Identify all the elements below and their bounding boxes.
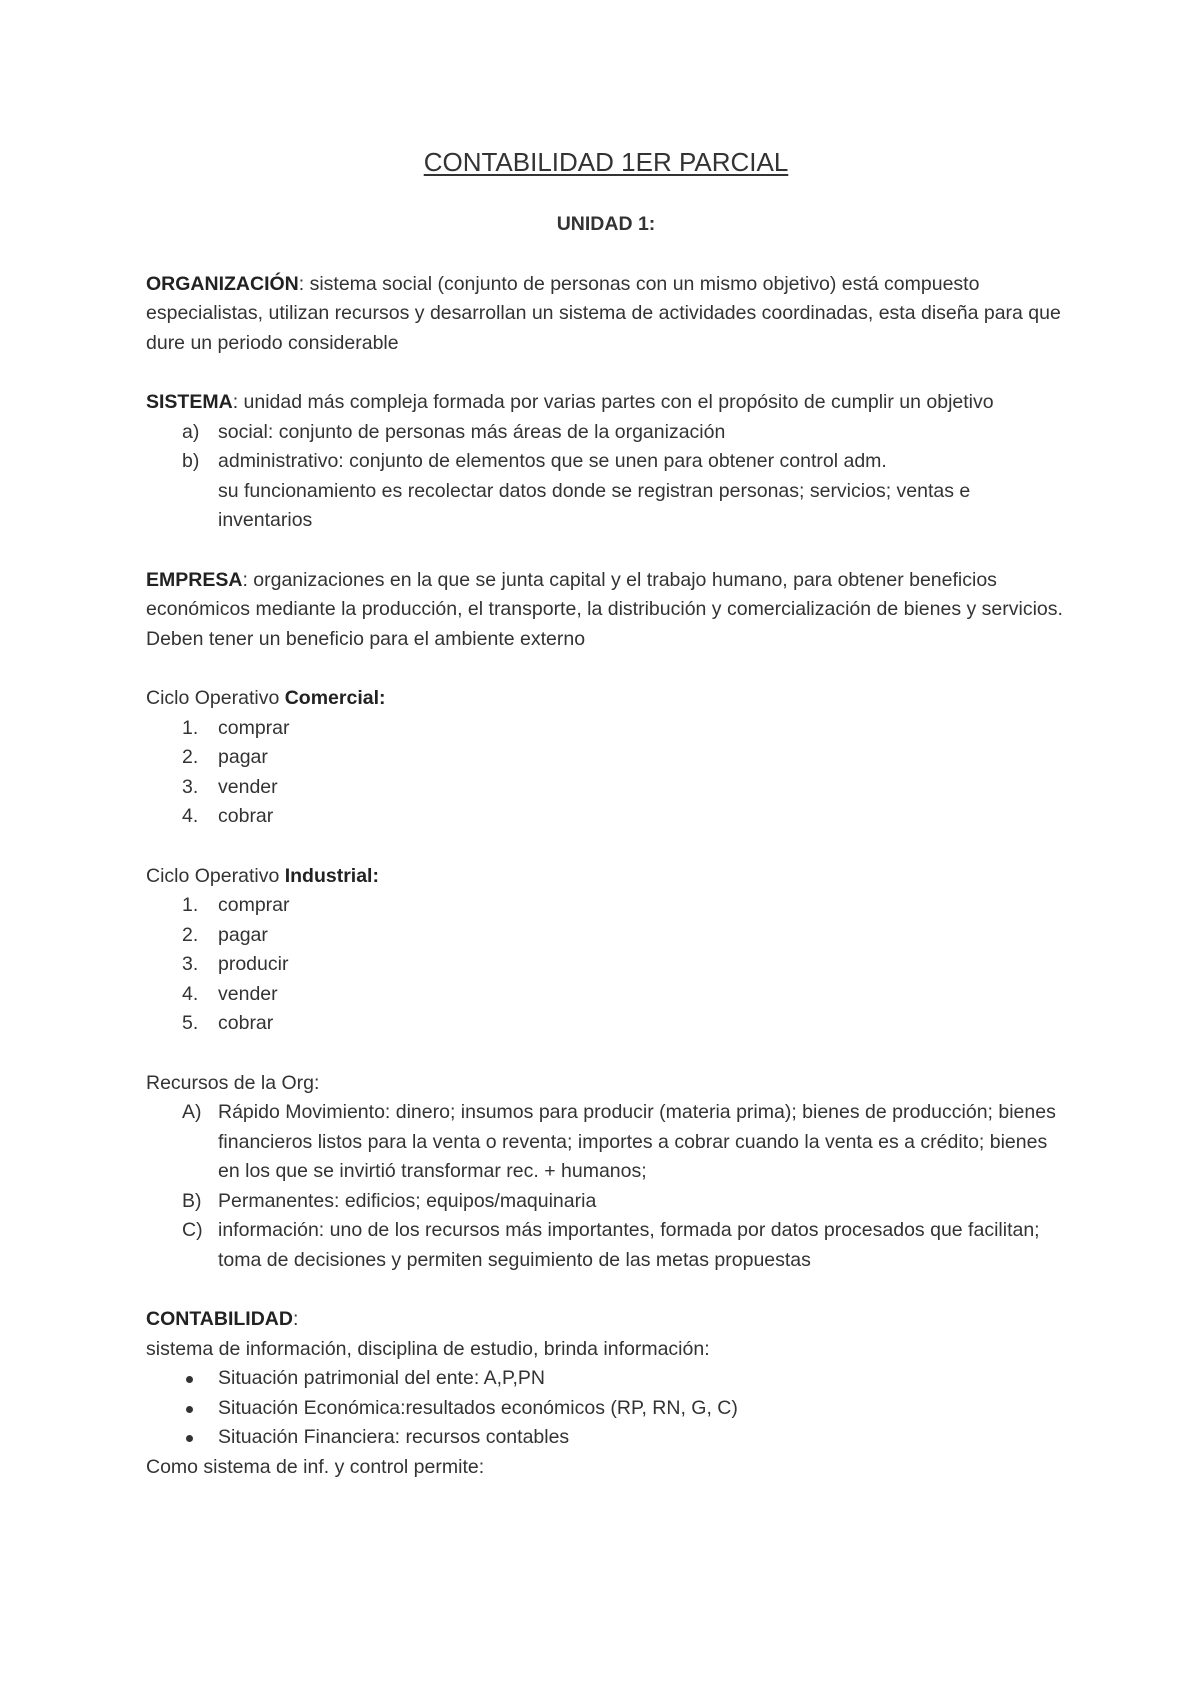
list-item-text: comprar <box>218 894 290 916</box>
sistema-term: SISTEMA <box>146 391 233 413</box>
list-marker: 1. <box>182 894 199 916</box>
sistema-list <box>146 418 1066 536</box>
list-marker: 1. <box>182 716 199 739</box>
contabilidad-heading <box>146 1305 1066 1335</box>
empresa-term: EMPRESA <box>146 568 243 591</box>
list-item-text: Situación patrimonial del ente: A,P,PN <box>218 1367 546 1389</box>
ciclo-industrial-list <box>146 891 1066 1039</box>
list-item <box>146 921 1066 951</box>
contabilidad-term: CONTABILIDAD <box>146 1308 293 1330</box>
list-marker: A) <box>182 1101 202 1123</box>
list-item <box>146 802 1066 832</box>
list-marker: 5. <box>182 1012 199 1034</box>
list-item <box>146 950 1066 980</box>
list-item-text: Permanentes: edificios; equipos/maquinaria <box>218 1189 597 1212</box>
list-item-text: producir <box>218 953 289 975</box>
list-marker: 4. <box>182 805 199 827</box>
unit-heading: UNIDAD 1: <box>556 213 656 235</box>
document-body <box>146 144 1066 1482</box>
organizacion-term: ORGANIZACIÓN <box>146 272 299 295</box>
bullet-icon <box>186 1376 193 1383</box>
recursos-heading: Recursos de la Org: <box>146 1071 320 1094</box>
list-item <box>146 1009 1066 1039</box>
list-item <box>146 1423 1066 1453</box>
contabilidad-closing: Como sistema de inf. y control permite: <box>146 1455 485 1478</box>
ciclo-industrial-prefix: Ciclo Operativo <box>146 864 285 887</box>
empresa-text: : organizaciones en la que se junta capital y el trabajo humano, para obtener beneficios económicos mediante la producción, el transporte, la distribución y comercialización de bienes y servicios. Deben tener un beneficio para el ambiente externo <box>146 568 1063 650</box>
bullet-icon <box>186 1435 193 1442</box>
list-item-text: Situación Económica:resultados económicos (RP, RN, G, C) <box>218 1396 738 1419</box>
list-item-text: vender <box>218 775 278 798</box>
list-marker: 3. <box>182 953 199 975</box>
list-marker: a) <box>182 420 200 443</box>
bullet-icon <box>186 1406 193 1413</box>
list-item <box>146 714 1066 744</box>
list-item <box>146 1098 1066 1187</box>
list-item-text: social: conjunto de personas más áreas de la organización <box>218 420 726 443</box>
list-item-text: cobrar <box>218 1012 274 1034</box>
ciclo-industrial-bold: Industrial: <box>284 864 379 887</box>
list-item <box>146 447 1066 536</box>
ciclo-industrial-section <box>146 862 1066 1039</box>
organizacion-paragraph <box>146 270 1066 359</box>
ciclo-comercial-bold: Comercial: <box>284 687 386 709</box>
list-item <box>146 891 1066 921</box>
ciclo-comercial-section <box>146 684 1066 832</box>
list-item-text: cobrar <box>218 805 274 827</box>
contabilidad-intro: sistema de información, disciplina de estudio, brinda información: <box>146 1337 710 1360</box>
list-marker: B) <box>182 1189 202 1212</box>
list-marker: 2. <box>182 746 199 768</box>
contabilidad-bullet-list <box>146 1364 1066 1453</box>
list-item-text: administrativo: conjunto de elementos que se unen para obtener control adm. <box>218 450 887 472</box>
sistema-paragraph <box>146 388 1066 418</box>
list-item <box>146 418 1066 448</box>
list-item <box>146 980 1066 1010</box>
list-marker: 4. <box>182 982 199 1005</box>
contabilidad-section <box>146 1305 1066 1482</box>
list-item <box>146 1187 1066 1217</box>
list-item-text: comprar <box>218 716 290 739</box>
list-item-extra-text: su funcionamiento es recolectar datos donde se registran personas; servicios; ventas e inventarios <box>218 479 971 531</box>
list-item-text: Situación Financiera: recursos contables <box>218 1426 570 1448</box>
sistema-text: : unidad más compleja formada por varias partes con el propósito de cumplir un objetivo <box>232 391 994 413</box>
list-marker: 3. <box>182 775 199 798</box>
list-item-text: información: uno de los recursos más importantes, formada por datos procesados que facilitan; toma de decisiones y permiten seguimiento de las metas propuestas <box>218 1219 1040 1271</box>
contabilidad-colon: : <box>292 1308 299 1330</box>
sistema-section <box>146 388 1066 536</box>
list-item <box>146 1394 1066 1424</box>
list-item-text: pagar <box>218 923 268 946</box>
list-marker: 2. <box>182 923 199 946</box>
list-item <box>146 773 1066 803</box>
list-item-text: pagar <box>218 746 268 768</box>
document-title: CONTABILIDAD 1ER PARCIAL <box>423 147 789 177</box>
recursos-list <box>146 1098 1066 1275</box>
ciclo-comercial-heading <box>146 684 1066 714</box>
empresa-paragraph <box>146 566 1066 655</box>
organizacion-text: : sistema social (conjunto de personas con un mismo objetivo) está compuesto especialistas, utilizan recursos y desarrollan un sistema de actividades coordinadas, esta diseña para que dure un periodo considerable <box>146 272 1061 354</box>
recursos-section <box>146 1069 1066 1276</box>
list-item <box>146 1364 1066 1394</box>
ciclo-comercial-list <box>146 714 1066 832</box>
list-item <box>146 1216 1066 1275</box>
list-item-text: vender <box>218 982 278 1005</box>
list-item <box>146 743 1066 773</box>
list-marker: b) <box>182 450 200 472</box>
ciclo-industrial-heading <box>146 862 1066 892</box>
list-marker: C) <box>182 1219 203 1241</box>
ciclo-comercial-prefix: Ciclo Operativo <box>146 687 285 709</box>
list-item-text: Rápido Movimiento: dinero; insumos para producir (materia prima); bienes de producción; bienes financieros listos para la venta o reventa; importes a cobrar cuando la venta es a crédito; bienes en los que se invirtió transformar rec. + humanos; <box>218 1101 1056 1182</box>
